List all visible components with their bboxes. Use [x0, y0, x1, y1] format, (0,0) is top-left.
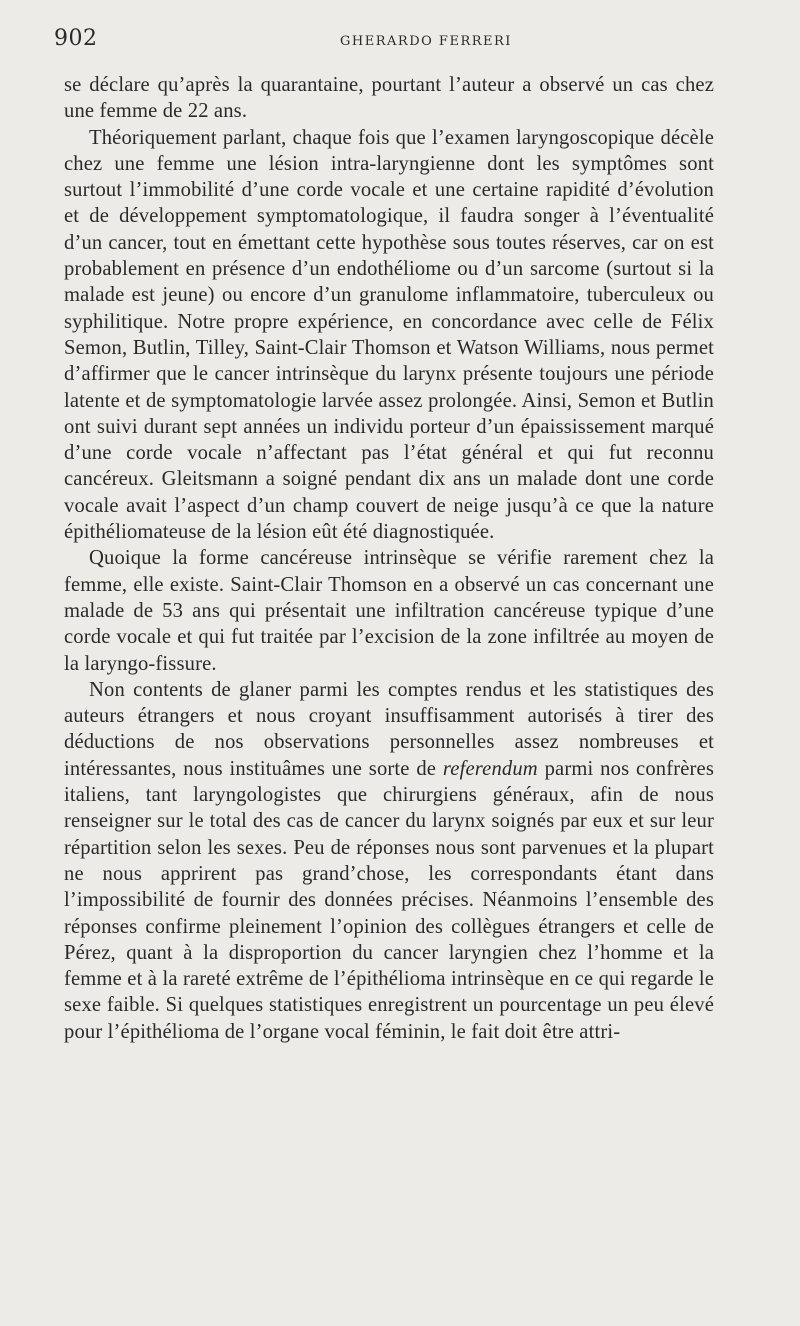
text-run: se déclare qu’après la quarantaine, pourtant l’auteur a observé un cas chez une femme de 22 ans.: [64, 74, 714, 123]
body-text: [64, 72, 714, 1045]
paragraph: [64, 125, 714, 546]
page-number: 902: [54, 26, 98, 51]
text-run: parmi nos confrères italiens, tant laryngologistes que chirurgiens généraux, afin de nous renseigner sur le total des cas de cancer du larynx soignés par eux et sur leur répartition selon les sexes. Peu de réponses nous sont parvenues et la plupart ne nous apprirent pas grand’chose, les correspondants étant dans l’impossibilité de fournir des données précises. Néanmoins l’ensemble des réponses confirme pleinement l’opinion des collègues étrangers et celle de Pérez, quant à la disproportion du cancer laryngien chez l’homme et la femme et à la rareté extrême de l’épithélioma intrinsèque en ce qui regarde le sexe faible. Si quelques statistiques enregistrent un pourcentage un peu élevé pour l’épithélioma de l’organe vocal féminin, le fait doit être attri-: [64, 757, 714, 1043]
text-run: Quoique la forme cancéreuse intrinsèque se vérifie rarement chez la femme, elle existe. Saint-Clair Thomson en a observé un cas concernant une malade de 53 ans qui présentait une infiltration cancéreuse typique d’une corde vocale et qui fut traitée par l’excision de la zone infiltrée au moyen de la laryngo-fissure.: [64, 547, 714, 675]
page-header: [54, 26, 738, 56]
paragraph: [64, 677, 714, 1045]
text-run: Théoriquement parlant, chaque fois que l’examen laryngoscopique décèle chez une femme une lésion intra-laryngienne dont les symptômes sont surtout l’immobilité d’une corde vocale et une certaine rapidité d’évolution et de développement symptomatologique, il faudra songer à l’éventualité d’un cancer, tout en émettant cette hypothèse sous toutes réserves, car on est probablement en présence d’un endothéliome ou d’un sarcome (surtout si la malade est jeune) ou encore d’un granulome inflammatoire, tuberculeux ou syphilitique. Notre propre expérience, en concordance avec celle de Félix Semon, Butlin, Tilley, Saint-Clair Thomson et Watson Williams, nous permet d’affirmer que le cancer intrinsèque du larynx présente toujours une période latente et de symptomatologie larvée assez prolongée. Ainsi, Semon et Butlin ont suivi durant sept années un individu porteur d’un épaississement marqué d’une corde vocale n’affectant pas l’état général et qui fut reconnu cancéreux. Gleitsmann a soigné pendant dix ans un malade dont une corde vocale avait l’aspect d’un champ couvert de neige jusqu’à ce que la nature épithéliomateuse de la lésion eût été diagnostiquée.: [64, 126, 714, 544]
running-head: GHERARDO FERRERI: [340, 34, 512, 49]
paragraph: [64, 545, 714, 676]
italic-text: referendum: [442, 757, 538, 780]
text-run: Non contents de glaner parmi les comptes rendus et les statistiques des auteurs étrangers et nous croyant insuffisamment autorisés à tirer des déductions de nos observations personnelles assez nombreuses et intéressantes, nous instituâmes une sorte de: [64, 678, 714, 780]
paragraph: [64, 72, 714, 125]
